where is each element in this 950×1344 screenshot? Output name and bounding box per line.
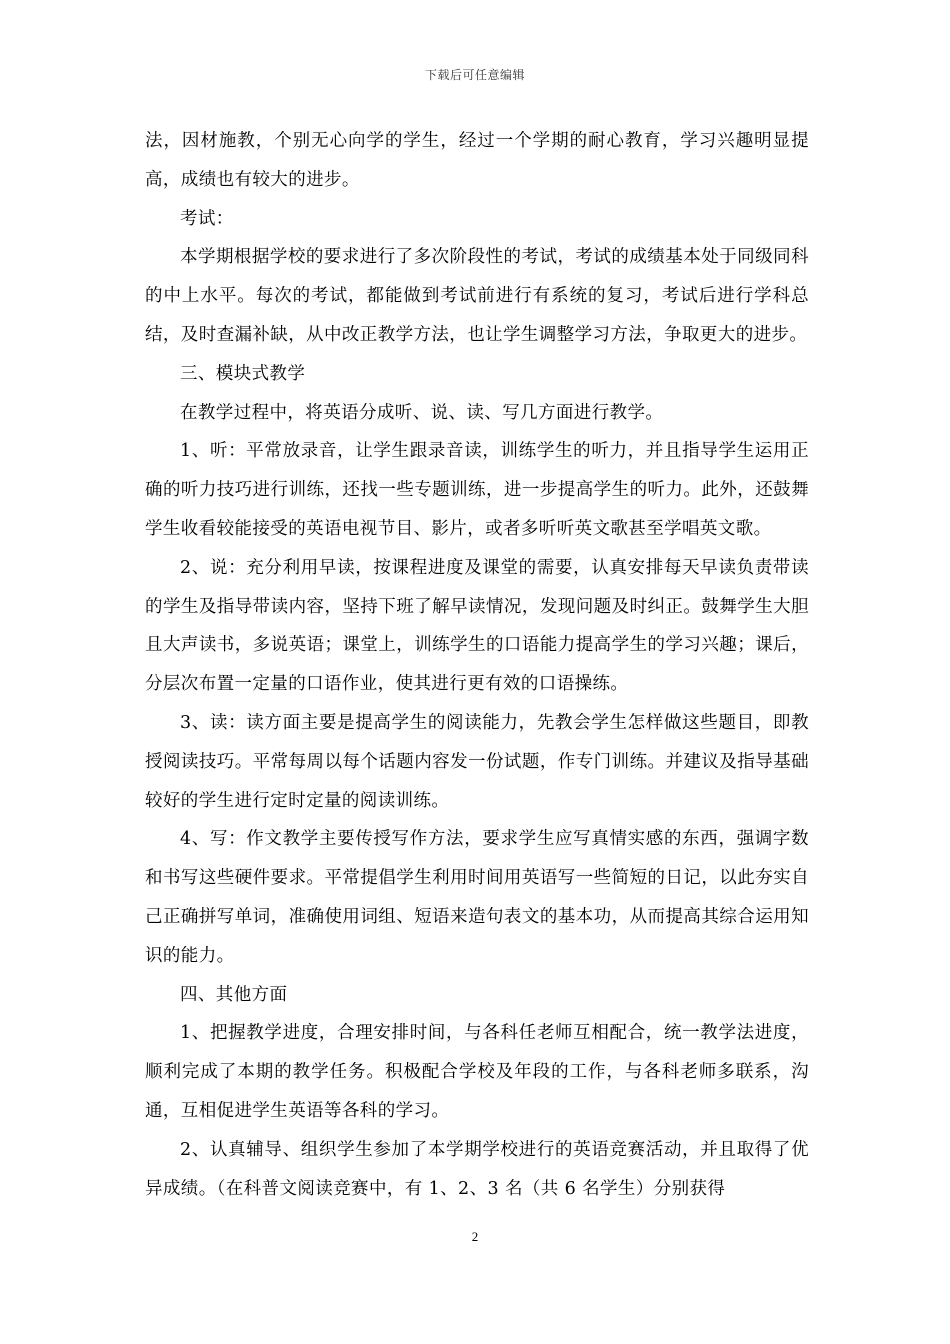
list-item-listening: 1、听：平常放录音，让学生跟录音读，训练学生的听力，并且指导学生运用正确的听力技巧进行训练，还找一些专题训练，进一步提高学生的听力。此外，还鼓舞学生收看较能接受的英语电视节目、影片，或者多听听英文歌甚至学唱英文歌。 <box>145 441 809 539</box>
paragraph: 在教学过程中，将英语分成听、说、读、写几方面进行教学。 <box>180 402 664 423</box>
section-heading-other-aspects: 四、其他方面 <box>180 984 288 1005</box>
section-heading-modular-teaching: 三、模块式教学 <box>180 363 306 384</box>
page-header: 下载后可任意编辑 <box>424 68 525 82</box>
list-item-reading: 3、读：读方面主要是提高学生的阅读能力，先教会学生怎样做这些题目，即教授阅读技巧。平常每周以每个话题内容发一份试题，作专门训练。并建议及指导基础较好的学生进行定时定量的阅读训练。 <box>145 712 809 811</box>
list-item-progress: 1、把握教学进度，合理安排时间，与各科任老师互相配合，统一教学法进度，顺利完成了本期的教学任务。积极配合学校及年段的工作，与各科老师多联系，沟通，互相促进学生英语等各科的学习。 <box>145 1023 809 1121</box>
list-item-writing: 4、写：作文教学主要传授写作方法，要求学生应写真情实感的东西，强调字数和书写这些硬件要求。平常提倡学生利用时间用英语写一些简短的日记，以此夯实自己正确拼写单词，准确使用词组、短语来造句表文的基本功，从而提高其综合运用知识的能力。 <box>145 829 809 966</box>
list-item-competition: 2、认真辅导、组织学生参加了本学期学校进行的英语竞赛活动，并且取得了优异成绩。（在科普文阅读竞赛中，有 1、2、3 名（共 6 名学生）分别获得 <box>145 1139 809 1199</box>
section-label-exam: 考试： <box>180 208 234 229</box>
document-body <box>145 122 809 1208</box>
paragraph: 本学期根据学校的要求进行了多次阶段性的考试，考试的成绩基本处于同级同科的中上水平。每次的考试，都能做到考试前进行有系统的复习，考试后进行学科总结，及时查漏补缺，从中改正教学方法，也让学生调整学习方法，争取更大的进步。 <box>145 247 809 345</box>
page-number: 2 <box>471 1229 479 1244</box>
paragraph: 法，因材施教，个别无心向学的学生，经过一个学期的耐心教育，学习兴趣明显提高，成绩也有较大的进步。 <box>145 131 809 190</box>
list-item-speaking: 2、说：充分利用早读，按课程进度及课堂的需要，认真安排每天早读负责带读的学生及指导带读内容，坚持下班了解早读情况，发现问题及时纠正。鼓舞学生大胆且大声读书，多说英语；课堂上，训练学生的口语能力提高学生的学习兴趣；课后，分层次布置一定量的口语作业，使其进行更有效的口语操练。 <box>145 557 809 695</box>
